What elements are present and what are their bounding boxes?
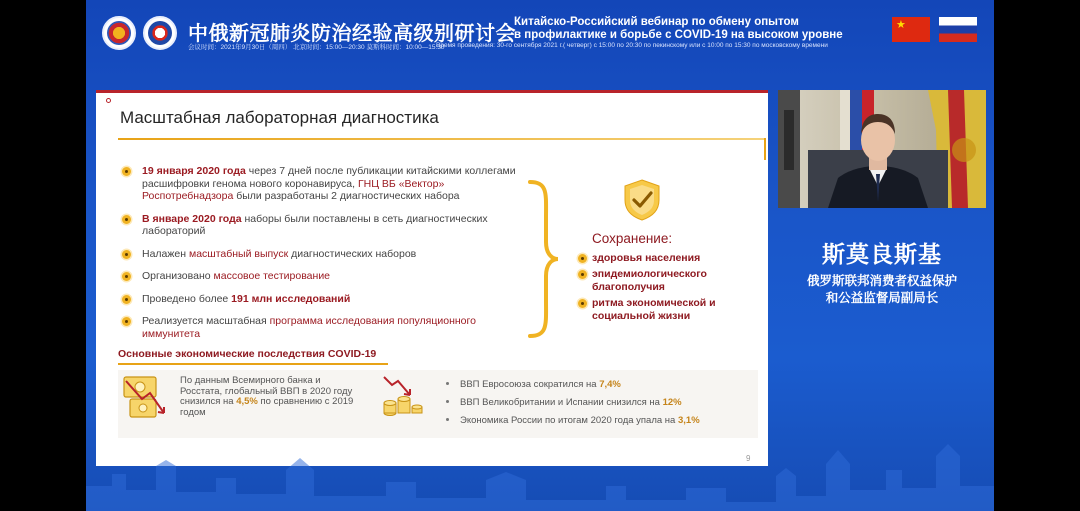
bullet-text: наборы были поставлены в сеть диагностических лабораторий [142,212,488,237]
gdp-item [446,415,756,426]
money-decline-icon [122,375,168,419]
bullet-text: массовое тестирование [213,270,331,282]
bullet-text: через 7 дней после публикации китайскими коллегами расшифровки генома нового коронавируса, [142,165,516,190]
econ-title: Основные экономические последствия COVID-19 [118,348,377,360]
bullet-dot-icon [122,295,131,304]
russia-flag-icon [939,17,977,42]
gdp-item-value: 3,1% [677,415,700,426]
keep-item-text: здоровья населения [592,252,701,264]
econ-summary [180,376,360,418]
keep-dot-icon [578,270,587,279]
econ-summary-value: 4,5% [236,396,258,407]
curly-brace-icon [526,178,562,340]
bullet-text: Организовано [142,270,214,282]
bullet-dot-icon [122,250,131,259]
bullet-text: 19 января 2020 года [142,165,246,177]
gdp-item-value: 7,4% [599,379,621,390]
bullet-item [120,315,520,340]
bullet-item [120,248,520,261]
gdp-item [446,397,756,408]
bullet-text: диагностических наборов [288,247,417,260]
speaker-video-frame [778,90,986,208]
keep-item [578,268,758,293]
bullet-text: В январе 2020 года [142,212,242,225]
presentation-slide [96,90,768,466]
speaker-name: 斯莫良斯基 [822,241,942,267]
bullet-list [120,165,520,350]
bullet-text: Налажен [142,247,189,260]
slide-top-bar [96,90,768,93]
econ-summary-text-end: по сравнению с 2019 годом [180,396,354,418]
bullet-dot-icon [122,215,131,224]
china-flag-icon [892,17,930,42]
keep-item [578,297,758,322]
bullet-text: были разработаны 2 диагностических набора [233,190,460,202]
bullet-text: масштабный выпуск [188,247,289,260]
keep-dot-icon [578,254,587,263]
gdp-item [446,379,756,390]
title-chinese: 中俄新冠肺炎防治经验高级别研讨会 [188,23,516,45]
webinar-frame [86,0,994,511]
title-russian-line1: Китайско-Российский вебинар по обмену опытом [514,16,799,28]
coins-decline-icon [380,373,424,419]
speaker-role-line2: 和公益监督局副局长 [825,291,939,305]
bullet-text: 191 млн исследований [231,292,351,305]
bullet-item [120,165,520,203]
gdp-dot-icon [446,418,449,421]
time-russian: Время проведения: 30-го сентября 2021 г.( четверг) с 15:00 по 20:30 по пекинскому или с 10:00 по 15:30 по московскому времени [436,42,828,49]
gdp-item-value: 12% [662,397,682,408]
bullet-text: Реализуется масштабная [142,315,270,327]
city-skyline-background [86,430,994,511]
bullet-dot-icon [122,317,131,326]
title-russian [514,16,843,42]
title-russian-line2: в профилактике и борьбе с COVID-19 на высоком уровне [514,29,843,41]
slide-title: Масштабная лабораторная диагностика [120,108,439,127]
bullet-item [120,293,520,306]
gdp-dot-icon [446,400,449,403]
econ-summary-text: По данным Всемирного банка и Росстата, глобальный ВВП в 2020 году снизился на [180,375,353,407]
gdp-dot-icon [446,382,449,385]
gdp-item-text: Экономика России по итогам 2020 года упала на [460,415,678,426]
keep-title: Сохранение: [592,231,673,246]
bullet-dot-icon [122,167,131,176]
gdp-item-text: ВВП Евросоюза сократился на [460,379,600,390]
title-underline [118,138,764,140]
page-number: 9 [746,454,751,463]
keep-item-text: ритма экономической и социальной жизни [592,297,716,322]
keep-item-text: эпидемиологического благополучия [592,268,707,293]
slide-edge-mark [764,138,766,160]
cdc-logo [102,16,136,50]
bullet-item [120,213,520,238]
time-chinese: 会议时间：2021年9月30日（周四） 北京时间：15:00—20:30 莫斯科时间：10:00—15:30 [188,44,445,51]
bullet-dot-icon [122,272,131,281]
gdp-item-text: ВВП Великобритании и Испании снизился на [460,397,663,408]
keep-dot-icon [578,299,587,308]
shield-check-icon [622,178,662,222]
bullet-text: Проведено более [142,292,232,305]
speaker-role [778,273,986,307]
speaker-video [778,90,986,208]
econ-title-underline [118,363,388,365]
bullet-text: ГНЦ ВБ «Вектор» Роспотребнадзора [142,177,445,202]
rospotrebnadzor-logo [143,16,177,50]
keep-item [578,252,758,265]
bullet-text: программа исследования популяционного иммунитета [142,315,476,340]
speaker-role-line1: 俄罗斯联邦消费者权益保护 [806,274,957,288]
slide-corner-mark [106,98,111,103]
webinar-header [86,0,994,58]
bullet-item [120,270,520,283]
